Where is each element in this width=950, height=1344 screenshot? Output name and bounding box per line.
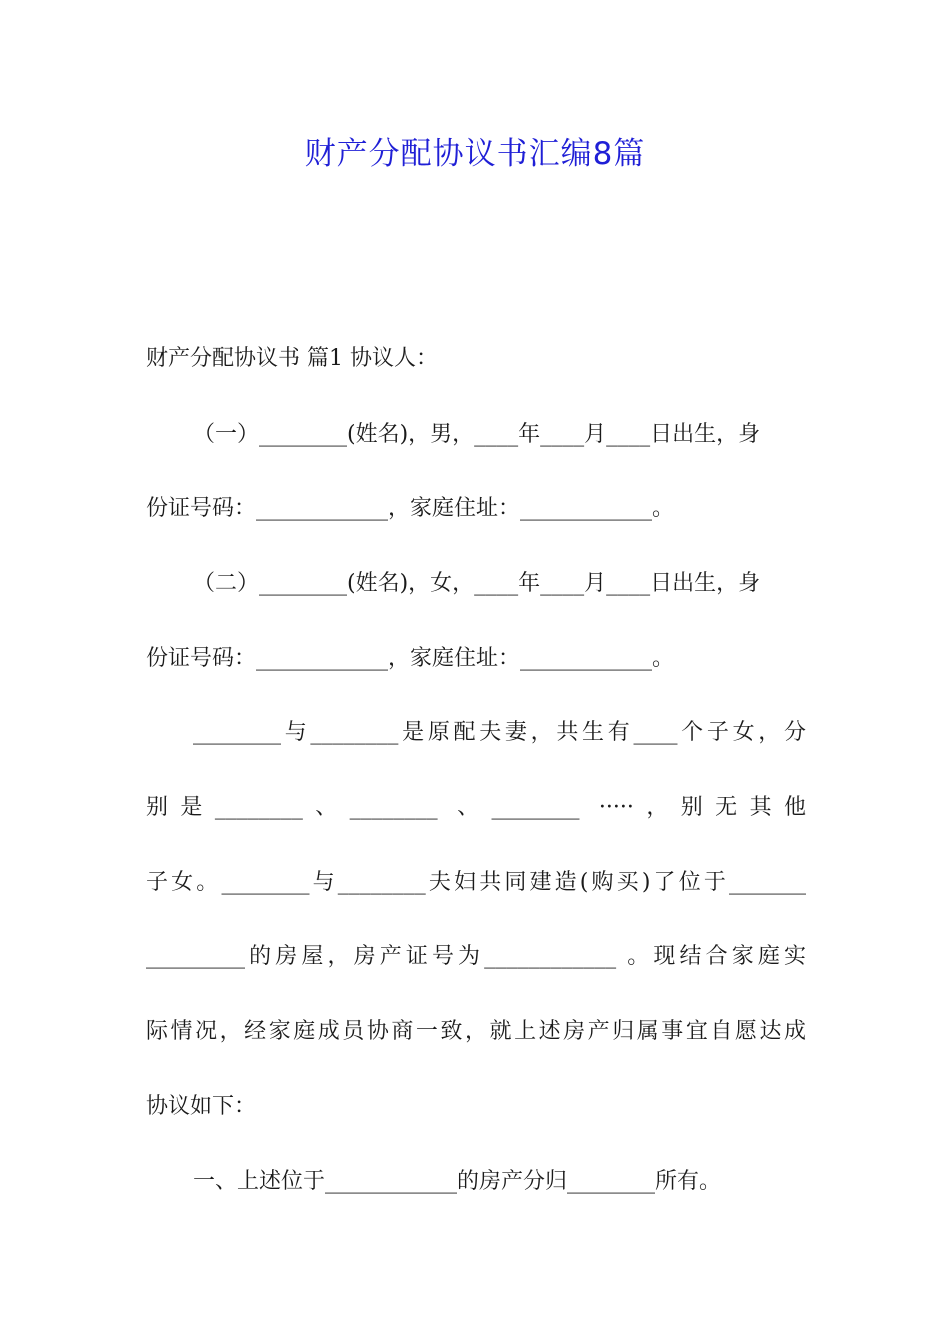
marriage-paragraph-line-6: 协议如下： — [146, 1094, 257, 1119]
marriage-paragraph-line-1: ________与________是原配夫妻，共生有____个子女，分 — [193, 720, 806, 745]
document-title: 财产分配协议书汇编8篇 — [304, 136, 646, 172]
party-one-line-2: 份证号码：____________，家庭住址：____________。 — [146, 496, 675, 521]
marriage-paragraph-line-3: 子女。________与________夫妇共同建造(购买)了位于_______ — [146, 870, 806, 895]
party-two-line-2: 份证号码：____________，家庭住址：____________。 — [146, 646, 675, 671]
marriage-paragraph-line-5: 际情况，经家庭成员协商一致，就上述房产归属事宜自愿达成 — [146, 1019, 806, 1044]
marriage-paragraph-line-4: _________的房屋，房产证号为____________ 。现结合家庭实 — [146, 944, 806, 969]
section-heading-line: 财产分配协议书 篇1 协议人： — [146, 346, 438, 371]
party-one-line-1: （一）________(姓名)，男，____年____月____日出生，身 — [193, 422, 761, 447]
clause-one-line: 一、上述位于____________的房产分归________所有。 — [193, 1169, 722, 1194]
marriage-paragraph-line-2: 别是________、________ 、________ ·····，别无其他 — [146, 795, 806, 820]
party-two-line-1: （二）________(姓名)，女，____年____月____日出生，身 — [193, 571, 761, 596]
